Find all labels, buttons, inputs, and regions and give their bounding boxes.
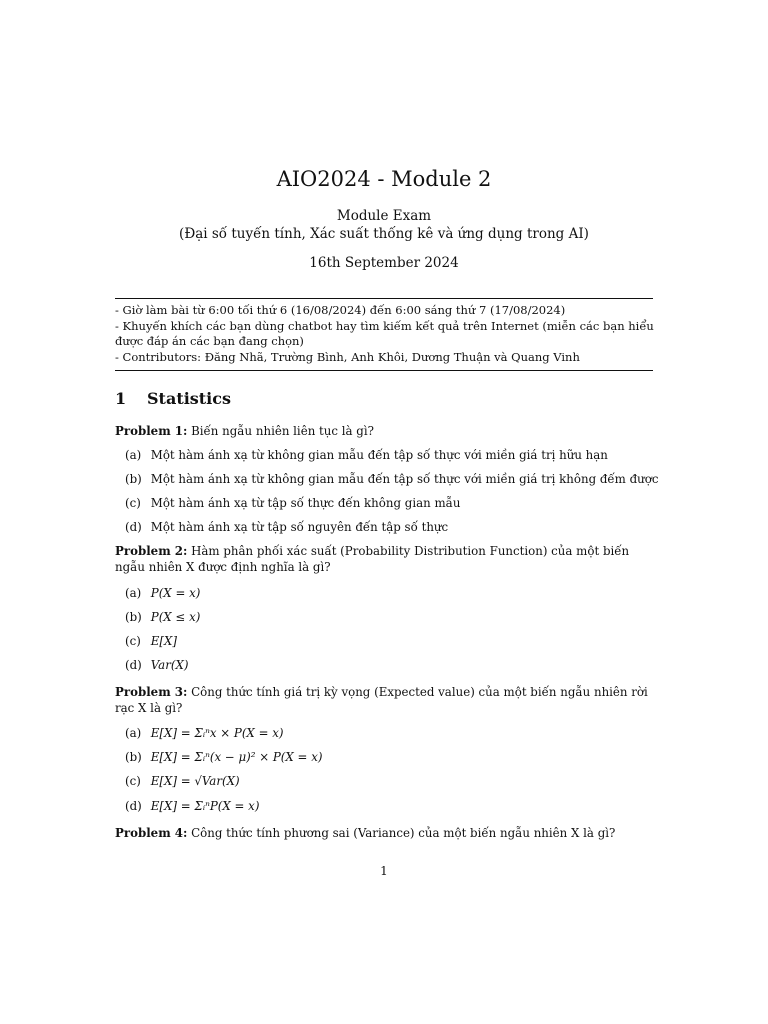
section-title: Statistics [147, 389, 232, 408]
option-2a [125, 585, 655, 601]
subtitle-line-1: Module Exam [336, 208, 432, 224]
exam-date: 16th September 2024 [309, 255, 459, 271]
option-key: (b) [125, 610, 142, 624]
option-text: E[X] [150, 634, 177, 648]
option-2b [125, 609, 655, 625]
problem-label: Problem 4: [115, 826, 188, 840]
option-3a [125, 725, 655, 741]
option-key: (d) [125, 799, 142, 813]
note-item: - Khuyến khích các bạn dùng chatbot hay tìm kiếm kết quả trên Internet (miễn các bạn hiểu được đáp án các bạn đang chọn) [115, 318, 654, 348]
option-3c [125, 773, 655, 789]
option-key: (c) [125, 496, 141, 510]
problem-question: Hàm phân phối xác suất (Probability Distribution Function) của một biến ngẫu nhiên X được định nghĩa là gì? [115, 544, 630, 574]
option-text: E[X] = √Var(X) [150, 774, 240, 788]
problem-label: Problem 1: [115, 424, 188, 438]
subtitle-line-2: (Đại số tuyến tính, Xác suất thống kê và ứng dụng trong AI) [179, 226, 589, 242]
problem-label: Problem 2: [115, 544, 188, 558]
problem-label: Problem 3: [115, 685, 188, 699]
option-2d [125, 657, 655, 673]
option-key: (a) [125, 586, 142, 600]
option-key: (c) [125, 634, 141, 648]
option-key: (d) [125, 520, 142, 534]
option-key: (c) [125, 774, 141, 788]
notes-block [115, 303, 655, 365]
section-number: 1 [115, 389, 127, 408]
top-rule [115, 298, 653, 299]
option-text: Một hàm ánh xạ từ không gian mẫu đến tập số thực với miền giá trị hữu hạn [150, 448, 608, 462]
option-text: E[X] = ΣᵢⁿP(X = x) [150, 799, 260, 813]
option-text: P(X ≤ x) [150, 610, 201, 624]
page-title: AIO2024 - Module 2 [276, 167, 492, 191]
problem-2 [115, 543, 655, 575]
option-text: Một hàm ánh xạ từ không gian mẫu đến tập số thực với miền giá trị không đếm được [150, 472, 659, 486]
option-1b [125, 471, 659, 487]
option-key: (b) [125, 750, 142, 764]
option-text: E[X] = Σᵢⁿ(x − μ)² × P(X = x) [150, 750, 323, 764]
option-1d [125, 519, 655, 535]
problem-question: Công thức tính giá trị kỳ vọng (Expected value) của một biến ngẫu nhiên rời rạc X là gì? [115, 685, 648, 715]
problem-4 [115, 825, 655, 841]
option-2c [125, 633, 655, 649]
option-3b [125, 749, 655, 765]
option-text: Một hàm ánh xạ từ tập số thực đến không gian mẫu [150, 496, 461, 510]
problem-question: Công thức tính phương sai (Variance) của một biến ngẫu nhiên X là gì? [191, 826, 616, 840]
note-item: - Contributors: Đăng Nhã, Trường Bình, Anh Khôi, Dương Thuận và Quang Vinh [115, 349, 580, 364]
section-heading [115, 388, 231, 410]
subtitle [0, 207, 768, 243]
problem-1 [115, 423, 655, 439]
problem-question: Biến ngẫu nhiên liên tục là gì? [191, 424, 374, 438]
option-text: Một hàm ánh xạ từ tập số nguyên đến tập số thực [150, 520, 449, 534]
bottom-rule [115, 370, 653, 371]
option-key: (a) [125, 448, 142, 462]
option-1a [125, 447, 655, 463]
option-key: (b) [125, 472, 142, 486]
page-number: 1 [380, 864, 388, 878]
note-item: - Giờ làm bài từ 6:00 tối thứ 6 (16/08/2024) đến 6:00 sáng thứ 7 (17/08/2024) [115, 303, 566, 317]
option-3d [125, 798, 655, 814]
option-text: P(X = x) [150, 586, 201, 600]
option-text: E[X] = Σᵢⁿx × P(X = x) [150, 726, 284, 740]
option-1c [125, 495, 655, 511]
option-key: (a) [125, 726, 142, 740]
problem-3 [115, 684, 655, 716]
option-text: Var(X) [150, 658, 189, 672]
option-key: (d) [125, 658, 142, 672]
